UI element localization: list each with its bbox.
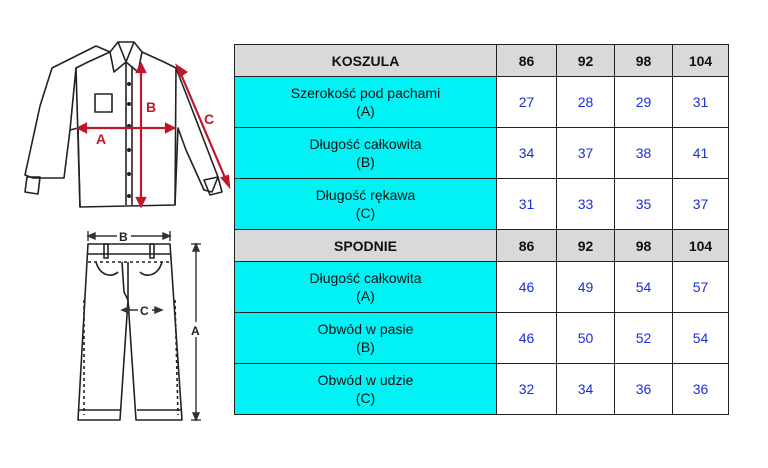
measurement-label: Szerokość pod pachami (A) — [235, 77, 497, 128]
pants-header-title: SPODNIE — [235, 230, 497, 262]
measurement-value: 28 — [557, 77, 615, 128]
table-row — [235, 179, 729, 230]
measurement-value: 37 — [557, 128, 615, 179]
measurement-value: 37 — [673, 179, 729, 230]
measurement-value: 50 — [557, 313, 615, 364]
size-header: 98 — [615, 230, 673, 262]
table-row — [235, 128, 729, 179]
measurement-value: 54 — [673, 313, 729, 364]
measurement-value: 46 — [497, 262, 557, 313]
measurement-value: 27 — [497, 77, 557, 128]
shirt-label-b: B — [146, 99, 157, 115]
size-header: 86 — [497, 45, 557, 77]
measurement-value: 46 — [497, 313, 557, 364]
measurement-value: 29 — [615, 77, 673, 128]
size-header: 98 — [615, 45, 673, 77]
measurement-value: 35 — [615, 179, 673, 230]
measurement-label: Długość rękawa (C) — [235, 179, 497, 230]
measurement-value: 52 — [615, 313, 673, 364]
size-header: 104 — [673, 45, 729, 77]
measurement-label: Długość całkowita (A) — [235, 262, 497, 313]
measurement-value: 57 — [673, 262, 729, 313]
shirt-header-title: KOSZULA — [235, 45, 497, 77]
measurement-value: 36 — [615, 364, 673, 415]
measurement-value: 41 — [673, 128, 729, 179]
table-row — [235, 262, 729, 313]
size-header: 104 — [673, 230, 729, 262]
measurement-value: 38 — [615, 128, 673, 179]
measurement-value: 32 — [497, 364, 557, 415]
measurement-label: Obwód w udzie (C) — [235, 364, 497, 415]
table-row — [235, 77, 729, 128]
measurement-value: 31 — [497, 179, 557, 230]
shirt-illustration — [0, 0, 236, 468]
shirt-label-a: A — [96, 131, 107, 147]
pants-label-b: B — [119, 230, 128, 244]
size-header: 92 — [557, 230, 615, 262]
measurement-value: 36 — [673, 364, 729, 415]
measurement-label: Długość całkowita (B) — [235, 128, 497, 179]
measurement-value: 31 — [673, 77, 729, 128]
table-row — [235, 364, 729, 415]
shirt-header-row — [235, 45, 729, 77]
measurement-value: 34 — [497, 128, 557, 179]
garment-illustrations — [0, 0, 236, 468]
pants-label-a: A — [191, 324, 200, 338]
size-header: 92 — [557, 45, 615, 77]
pants-illustration — [78, 244, 182, 420]
measurement-value: 54 — [615, 262, 673, 313]
shirt-label-c: C — [204, 111, 215, 127]
table-row — [235, 313, 729, 364]
size-header: 86 — [497, 230, 557, 262]
measurement-value: 49 — [557, 262, 615, 313]
measurement-value: 34 — [557, 364, 615, 415]
pants-header-row — [235, 230, 729, 262]
pants-label-c: C — [140, 304, 149, 318]
measurement-value: 33 — [557, 179, 615, 230]
size-table — [234, 44, 729, 415]
measurement-label: Obwód w pasie (B) — [235, 313, 497, 364]
